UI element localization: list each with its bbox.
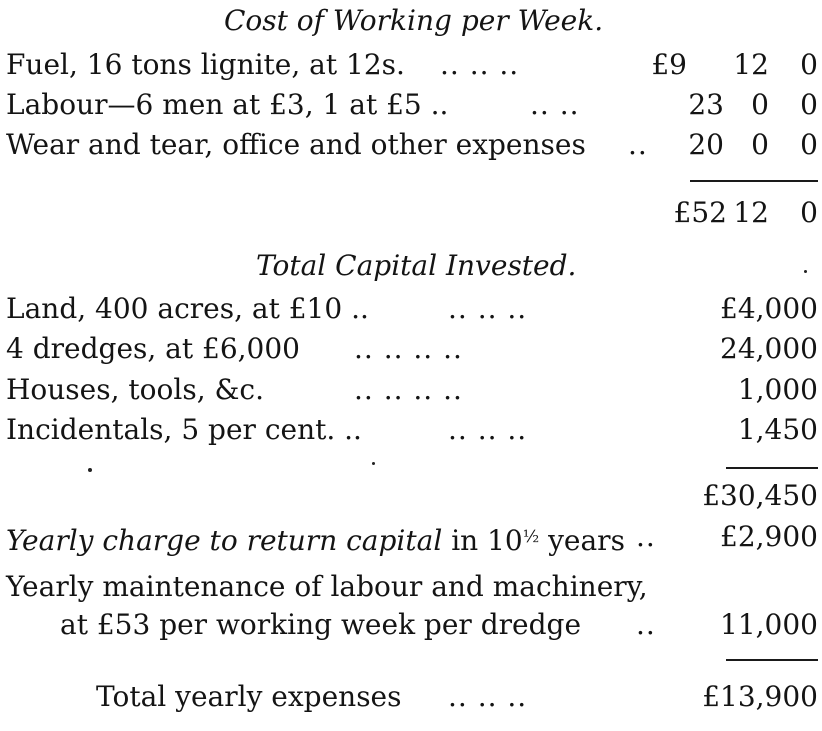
maintenance-amount: 11,000 (720, 608, 818, 641)
capital-row-leaders: .. .. .. (448, 292, 528, 325)
capital-row-amount: 1,450 (737, 413, 818, 446)
stray-mark (88, 468, 92, 472)
capital-row-amount: 24,000 (720, 332, 818, 365)
cost-total-pounds: £52 (673, 196, 727, 229)
return-capital-amount: £2,900 (720, 520, 818, 553)
cost-row-pounds: £9 (651, 48, 687, 81)
yearly-total-rule (726, 659, 818, 661)
cost-row-shillings: 0 (751, 128, 769, 161)
capital-row-label: Houses, tools, &c. (6, 373, 265, 406)
cost-row-pounds: 23 (688, 88, 724, 121)
capital-total-rule (726, 467, 818, 469)
stray-mark (804, 270, 807, 273)
capital-row-amount: £4,000 (720, 292, 818, 325)
return-capital-rest: in 10 (442, 524, 523, 557)
stray-mark (372, 462, 375, 465)
cost-total-shillings: 12 (733, 196, 769, 229)
cost-row-pence: 0 (800, 88, 818, 121)
cost-row-leaders: .. .. (530, 88, 580, 121)
cost-total-pence: 0 (800, 196, 818, 229)
capital-row-label: 4 dredges, at £6,000 (6, 332, 300, 365)
return-capital-leaders: .. (636, 520, 656, 553)
capital-row-leaders: .. .. .. .. (354, 332, 463, 365)
cost-row-label: Wear and tear, office and other expenses (6, 128, 586, 161)
maintenance-line1: Yearly maintenance of labour and machinery, (6, 570, 648, 603)
capital-row-leaders: .. .. .. .. (354, 373, 463, 406)
cost-row-pence: 0 (800, 48, 818, 81)
yearly-total-leaders: .. .. .. (448, 680, 528, 713)
cost-row-shillings: 12 (733, 48, 769, 81)
cost-row-pounds: 20 (688, 128, 724, 161)
return-capital-italic: Yearly charge to return capital (6, 524, 443, 557)
capital-row-label: Incidentals, 5 per cent. .. (6, 413, 362, 446)
capital-row-amount: 1,000 (737, 373, 818, 406)
return-capital-tail: years (539, 524, 625, 557)
capital-row-leaders: .. .. .. (448, 413, 528, 446)
cost-row-label: Labour—6 men at £3, 1 at £5 .. (6, 88, 449, 121)
cost-row-label: Fuel, 16 tons lignite, at 12s. (6, 48, 405, 81)
return-capital-fraction: ½ (522, 527, 540, 547)
cost-total-rule (690, 180, 818, 182)
capital-row-label: Land, 400 acres, at £10 .. (6, 292, 369, 325)
capital-heading: Total Capital Invested. (256, 249, 577, 282)
cost-row-leaders: .. .. .. (440, 48, 520, 81)
return-capital-label (6, 520, 625, 558)
cost-row-shillings: 0 (751, 88, 769, 121)
cost-row-leaders: .. (628, 128, 648, 161)
yearly-total-label: Total yearly expenses (96, 680, 402, 713)
maintenance-line2: at £53 per working week per dredge (60, 608, 582, 641)
yearly-total-amount: £13,900 (702, 680, 818, 713)
cost-row-pence: 0 (800, 128, 818, 161)
cost-heading: Cost of Working per Week. (224, 4, 604, 37)
capital-total: £30,450 (702, 479, 818, 512)
maintenance-leaders: .. (636, 608, 656, 641)
